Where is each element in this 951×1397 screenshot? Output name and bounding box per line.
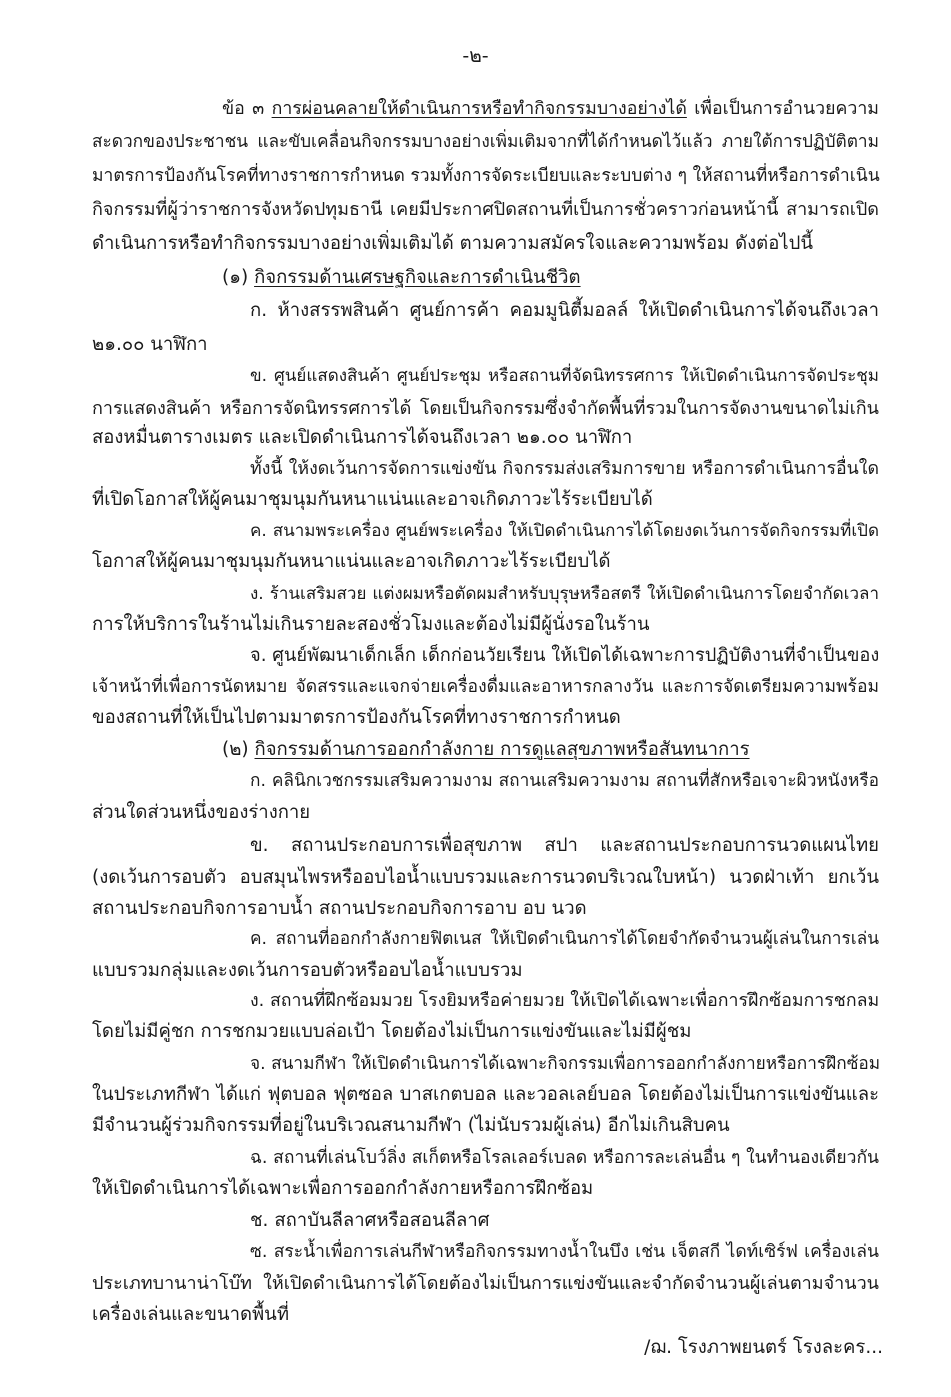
- s2-item-h-line-2: ประเภทบานาน่าโบ๊ท ให้เปิดดำเนินการได้โดยต้องไม่เป็นการแข่งขันและจำกัดจำนวนผู้เล่นตามจำนวน: [92, 1273, 879, 1294]
- s2-item-b-line-1: ข. สถานประกอบการเพื่อสุขภาพ สปา และสถานประกอบการนวดแผนไทย: [250, 835, 879, 856]
- section2-heading: [222, 737, 750, 763]
- clause3-line-2: สะดวกของประชาชน และขับเคลื่อนกิจกรรมบางอย่างเพิ่มเติมจากที่ได้กำหนดไว้แล้ว ภายใต้การปฏิบัติตาม: [92, 132, 879, 152]
- s1-item-b-note-line-2: ที่เปิดโอกาสให้ผู้คนมาชุมนุมกันหนาแน่นและอาจเกิดภาวะไร้ระเบียบได้: [92, 489, 653, 510]
- s1-item-b-line-1: ข. ศูนย์แสดงสินค้า ศูนย์ประชุม หรือสถานที่จัดนิทรรศการ ให้เปิดดำเนินการจัดประชุม: [250, 366, 879, 386]
- section2-number: (๒): [222, 739, 255, 760]
- clause3-line-3: มาตรการป้องกันโรคที่ทางราชการกำหนด รวมทั้งการจัดระเบียบและระบบต่าง ๆ ให้สถานที่หรือการดำเนิน: [92, 166, 880, 186]
- s2-item-g-line-1: ช. สถาบันลีลาศหรือสอนลีลาศ: [250, 1210, 490, 1231]
- clause3-line-1: [222, 96, 879, 122]
- s1-item-a-line-1: ก. ห้างสรรพสินค้า ศูนย์การค้า คอมมูนิตี้มอลล์ ให้เปิดดำเนินการได้จนถึงเวลา: [250, 300, 879, 321]
- continuation-reference: /ฌ. โรงภาพยนตร์ โรงละคร...: [644, 1337, 883, 1358]
- clause3-line-5: ดำเนินการหรือทำกิจกรรมบางอย่างเพิ่มเติมได้ ตามความสมัครใจและความพร้อม ดังต่อไปนี้: [92, 233, 814, 254]
- s2-item-d-line-2: โดยไม่มีคู่ชก การชกมวยแบบล่อเป้า โดยต้องไม่เป็นการแข่งขันและไม่มีผู้ชม: [92, 1021, 692, 1042]
- s2-item-f-line-1: ฉ. สถานที่เล่นโบว์ลิ่ง สเก็ตหรือโรลเลอร์เบลด หรือการละเล่นอื่น ๆ ในทำนองเดียวกัน: [250, 1148, 879, 1168]
- s2-item-c-line-2: แบบรวมกลุ่มและงดเว้นการอบตัวหรืออบไอน้ำแบบรวม: [92, 960, 523, 981]
- clause3-line-4: กิจกรรมที่ผู้ว่าราชการจังหวัดปทุมธานี เคยมีประกาศปิดสถานที่เป็นการชั่วคราวก่อนหน้านี้ สามารถเปิด: [92, 199, 879, 220]
- clause3-text: เพื่อเป็นการอำนวยความ: [686, 99, 879, 119]
- clause3-heading: การผ่อนคลายให้ดำเนินการหรือทำกิจกรรมบางอย่างได้: [271, 99, 687, 119]
- s2-item-h-line-3: เครื่องเล่นและขนาดพื้นที่: [92, 1304, 290, 1325]
- page-number: -๒-: [462, 45, 489, 67]
- section2-title: กิจกรรมด้านการออกกำลังกาย การดูแลสุขภาพหรือสันทนาการ: [254, 739, 750, 760]
- s2-item-e-line-3: มีจำนวนผู้ร่วมกิจกรรมที่อยู่ในบริเวณสนามกีฬา (ไม่นับรวมผู้เล่น) อีกไม่เกินสิบคน: [92, 1115, 730, 1136]
- s1-item-b-note-line-1: ทั้งนี้ ให้งดเว้นการจัดการแข่งขัน กิจกรรมส่งเสริมการขาย หรือการดำเนินการอื่นใด: [250, 459, 879, 479]
- s2-item-e-line-1: จ. สนามกีฬา ให้เปิดดำเนินการได้เฉพาะกิจกรรมเพื่อการออกกำลังกายหรือการฝึกซ้อม: [250, 1054, 881, 1074]
- s2-item-d-line-1: ง. สถานที่ฝึกซ้อมมวย โรงยิมหรือค่ายมวย ให้เปิดได้เฉพาะเพื่อการฝึกซ้อมการชกลม: [250, 991, 880, 1011]
- s1-item-c-line-2: โอกาสให้ผู้คนมาชุมนุมกันหนาแน่นและอาจเกิดภาวะไร้ระเบียบได้: [92, 551, 611, 572]
- s2-item-a-line-2: ส่วนใดส่วนหนึ่งของร่างกาย: [92, 802, 311, 823]
- section1-heading: [222, 265, 581, 291]
- s2-item-a-line-1: ก. คลินิกเวชกรรมเสริมความงาม สถานเสริมความงาม สถานที่สักหรือเจาะผิวหนังหรือ: [250, 771, 879, 791]
- s2-item-f-line-2: ให้เปิดดำเนินการได้เฉพาะเพื่อการออกกำลังกายหรือการฝึกซ้อม: [92, 1178, 594, 1199]
- s1-item-e-line-2: เจ้าหน้าที่เพื่อการนัดหมาย จัดสรรและแจกจ่ายเครื่องดื่มและอาหารกลางวัน และการจัดเตรียมความพร้อม: [92, 677, 879, 697]
- s2-item-h-line-1: ซ. สระน้ำเพื่อการเล่นกีฬาหรือกิจกรรมทางน้ำในบึง เช่น เจ็ตสกี ไดท์เซิร์ฟ เครื่องเล่น: [250, 1242, 879, 1262]
- section1-title: กิจกรรมด้านเศรษฐกิจและการดำเนินชีวิต: [254, 267, 581, 288]
- s1-item-d-line-2: การให้บริการในร้านไม่เกินรายละสองชั่วโมงและต้องไม่มีผู้นั่งรอในร้าน: [92, 614, 650, 635]
- s1-item-e-line-1: จ. ศูนย์พัฒนาเด็กเล็ก เด็กก่อนวัยเรียน ให้เปิดได้เฉพาะการปฏิบัติงานที่จำเป็นของ: [250, 645, 880, 666]
- s2-item-b-line-2: (งดเว้นการอบตัว อบสมุนไพรหรืออบไอน้ำแบบรวมและการนวดบริเวณใบหน้า) นวดฝ่าเท้า ยกเว้น: [92, 867, 879, 888]
- s1-item-d-line-1: ง. ร้านเสริมสวย แต่งผมหรือตัดผมสำหรับบุรุษหรือสตรี ให้เปิดดำเนินการโดยจำกัดเวลา: [250, 584, 879, 604]
- s1-item-b-line-3: สองหมื่นตารางเมตร และเปิดดำเนินการได้จนถึงเวลา ๒๑.๐๐ นาฬิกา: [92, 427, 633, 448]
- s2-item-e-line-2: ในประเภทกีฬา ได้แก่ ฟุตบอล ฟุตซอล บาสเกตบอล และวอลเลย์บอล โดยต้องไม่เป็นการแข่งขันและ: [92, 1084, 879, 1105]
- section1-number: (๑): [222, 267, 255, 288]
- s2-item-c-line-1: ค. สถานที่ออกกำลังกายฟิตเนส ให้เปิดดำเนินการได้โดยจำกัดจำนวนผู้เล่นในการเล่น: [250, 929, 879, 949]
- s1-item-e-line-3: ของสถานที่ให้เป็นไปตามมาตรการป้องกันโรคที่ทางราชการกำหนด: [92, 707, 621, 728]
- clause3-prefix: ข้อ ๓: [222, 99, 272, 119]
- s2-item-b-line-3: สถานประกอบกิจการอาบน้ำ สถานประกอบกิจการอาบ อบ นวด: [92, 898, 587, 919]
- s1-item-c-line-1: ค. สนามพระเครื่อง ศูนย์พระเครื่อง ให้เปิดดำเนินการได้โดยงดเว้นการจัดกิจกรรมที่เปิด: [250, 521, 879, 541]
- s1-item-a-line-2: ๒๑.๐๐ นาฬิกา: [92, 334, 208, 355]
- s1-item-b-line-2: การแสดงสินค้า หรือการจัดนิทรรศการได้ โดยเป็นกิจกรรมซึ่งจำกัดพื้นที่รวมในการจัดงานขนาดไม่เกิน: [92, 398, 879, 419]
